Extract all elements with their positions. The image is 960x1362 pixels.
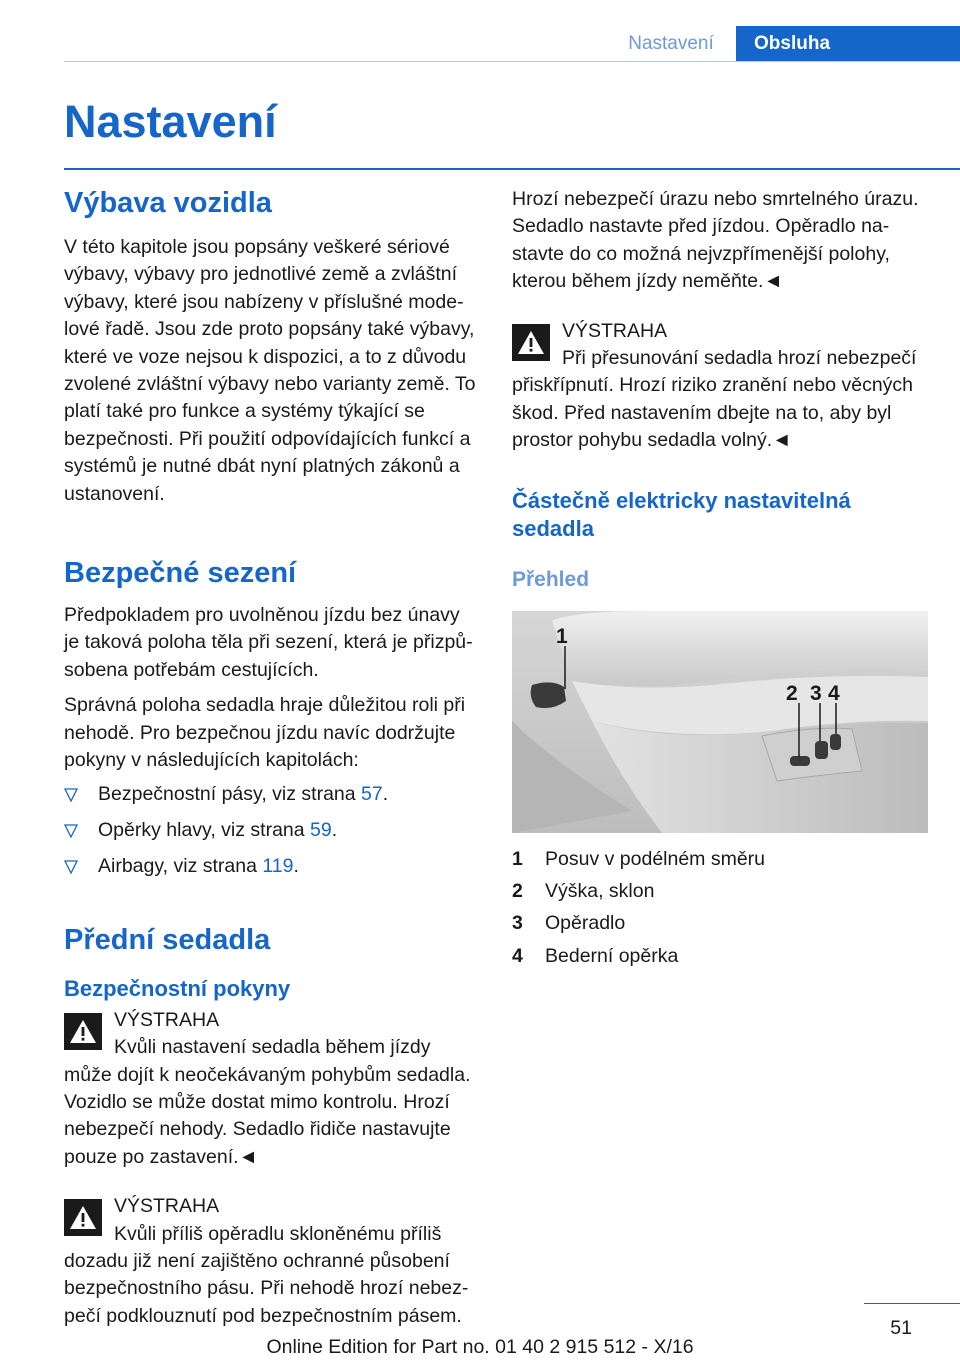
warning-text: Kvůli nastavení sedadla během jízdy může dojít k neočekávaným pohybům sedadla. Vozidlo se může dostat mimo kontrolu. Hrozí nebezpečí nehody. Sedadlo řidiče nastavujte pouze po zastavení.◄ (64, 1036, 471, 1168)
bullet-text: Opěrky hlavy, viz strana (98, 818, 311, 841)
footer-divider (864, 1303, 960, 1304)
legend-item (512, 875, 928, 907)
warning-box (64, 1007, 476, 1171)
heading-safety-notes: Bezpečnostní pokyny (64, 975, 291, 1001)
heading-equipment: Výbava vozidla (64, 187, 272, 219)
safe-seating-text-2: Správná poloha sedadla hraje důležitou roli při nehodě. Pro bezpečnou jízdu navíc dodržujte pokyny v následujících kapitolách: (64, 694, 466, 772)
figure-label-4: 4 (828, 681, 840, 705)
legend-item (512, 843, 928, 875)
page-reference-link[interactable]: 57 (361, 782, 383, 805)
page-title: Nastavení (64, 96, 277, 147)
legend-number: 3 (512, 912, 523, 935)
legend-number: 4 (512, 944, 523, 967)
edition-footer: Online Edition for Part no. 01 40 2 915 512 - X/16 (266, 1336, 694, 1358)
legend-text: Výška, sklon (545, 879, 655, 902)
legend-number: 1 (512, 847, 523, 870)
warning-title: VÝSTRAHA (114, 1195, 220, 1218)
warning-text: Při přesunování sedadla hrozí nebezpečí přiskřípnutí. Hrozí riziko zranění nebo věcných škod. Před nastavením dbejte na to, aby byl prostor pohybu sedadla volný.◄ (512, 347, 917, 452)
right-column (512, 170, 928, 972)
legend-number: 2 (512, 879, 523, 902)
triangle-bullet-icon (64, 860, 78, 874)
warning-box (64, 1193, 476, 1330)
equipment-text: V této kapitole jsou popsány veškeré sériové výbavy, výbavy pro jednotlivé země a zvláštní výbavy, které jsou nabízeny v příslušné modelové řadě. Jsou zde proto popsány také výbavy, které ve voze nejsou k dispozici, a to z důvodu zvolené zvláštní výbavy nebo varianty země. To platí také pro funkce a systémy týkající se bezpečnosti. Při použití odpovídajících funkcí a systémů je nutné dbát nyní platných zákonů a ustanovení. (64, 236, 476, 505)
left-column (64, 170, 476, 1330)
reference-list (64, 781, 476, 881)
header-divider (64, 61, 960, 62)
warning-title: VÝSTRAHA (114, 1008, 220, 1031)
figure-legend (512, 843, 928, 972)
warning-icon (512, 324, 550, 361)
page-number: 51 (890, 1317, 912, 1339)
bullet-end: . (382, 782, 389, 805)
triangle-bullet-icon (64, 788, 78, 802)
bullet-text: Airbagy, viz strana (98, 855, 263, 878)
warning-icon (64, 1013, 102, 1050)
figure-label-1: 1 (556, 624, 568, 648)
list-item (64, 817, 476, 844)
heading-front-seats: Přední sedadla (64, 923, 271, 956)
seat-controls-illustration (512, 611, 928, 833)
warning-title: VÝSTRAHA (562, 319, 668, 342)
page-reference-link[interactable]: 119 (262, 855, 294, 878)
figure-label-3: 3 (810, 681, 822, 705)
header-section-label: Nastavení (628, 33, 714, 54)
triangle-bullet-icon (64, 824, 78, 838)
heading-electric-seats: Částečně elektricky nastavitelná sedadla (512, 487, 851, 541)
bullet-end: . (293, 855, 299, 878)
page-reference-link[interactable]: 59 (310, 818, 332, 841)
legend-item (512, 940, 928, 972)
warning-icon (64, 1199, 102, 1236)
safe-seating-text-1: Předpokladem pro uvolněnou jízdu bez únavy je taková poloha těla při sezení, která je přizpůsobena potřebám cestujících. (64, 604, 473, 681)
legend-item (512, 907, 928, 939)
bullet-end: . (331, 818, 338, 841)
warning-box (512, 318, 928, 455)
list-item (64, 781, 476, 808)
heading-overview: Přehled (512, 567, 590, 591)
legend-text: Bederní opěrka (545, 944, 679, 967)
figure-label-2: 2 (786, 681, 798, 705)
bullet-text: Bezpečnostní pásy, viz strana (98, 782, 362, 805)
continuation-text: Hrozí nebezpečí úrazu nebo smrtelného úrazu. Sedadlo nastavte před jízdou. Opěradlo nastavte do co možná nejvzpřímenější polohy, kterou během jízdy neměňte.◄ (512, 188, 919, 293)
warning-text: Kvůli příliš opěradlu skloněnému příliš dozadu již není zajištěno ochranné působení bezpečnostního pásu. Při nehodě hrozí nebezpečí podklouznutí pod bezpečnostním pásem. (64, 1222, 469, 1327)
heading-safe-seating: Bezpečné sezení (64, 557, 297, 590)
legend-text: Posuv v podélném směru (545, 847, 766, 870)
legend-text: Opěradlo (545, 912, 626, 935)
list-item (64, 853, 476, 880)
header-chapter-tab: Obsluha (736, 26, 960, 62)
